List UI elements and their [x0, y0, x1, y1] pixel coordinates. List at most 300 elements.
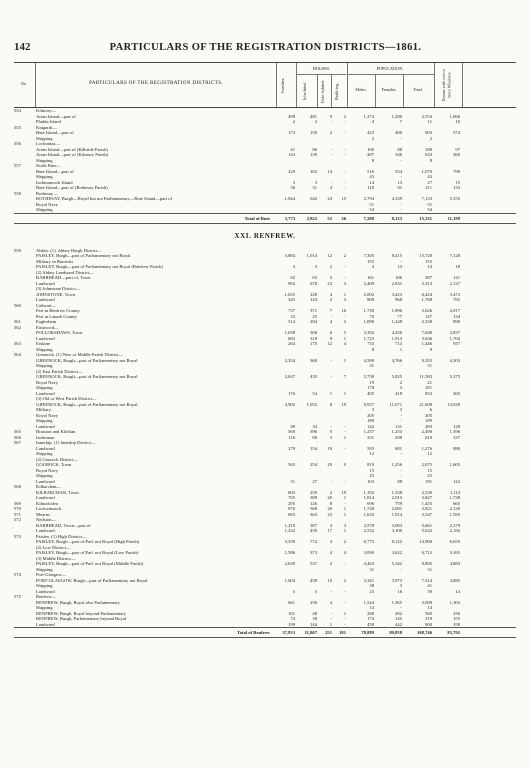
row-males: 423 — [367, 130, 374, 135]
col-building: Build-ing. — [334, 82, 339, 100]
row-building: - — [344, 429, 346, 434]
row-building: 3 — [343, 319, 346, 324]
row-number: 558 — [14, 190, 21, 196]
row-building: - — [344, 264, 346, 269]
row-particulars: Mearns — [36, 511, 50, 517]
row-inhabited: 481 — [310, 113, 317, 119]
total-uninhabited: 251 — [325, 630, 332, 635]
row-rooms: 3,472 — [449, 291, 460, 297]
row-uninhabited: 1 — [329, 621, 332, 627]
row-total: 1,070 — [421, 168, 432, 174]
row-total: 21 — [427, 379, 432, 385]
row-uninhabited: 3 — [329, 275, 332, 280]
row-uninhabited: 2 — [329, 130, 332, 135]
row-inhabited: 126 — [310, 500, 317, 506]
row-uninhabited: 9 — [329, 113, 332, 119]
row-uninhabited: 10 — [327, 577, 332, 583]
row-particulars: Military — [36, 407, 52, 412]
row-males: 4 — [371, 119, 374, 124]
row-inhabited: 2 — [314, 119, 317, 124]
row-building: 7 — [343, 374, 346, 379]
row-families: 705 — [288, 495, 295, 500]
row-total: 51 — [427, 201, 432, 207]
row-total: 155 — [425, 258, 432, 264]
row-number: 564 — [14, 352, 21, 357]
row-uninhabited: 2 — [329, 561, 332, 566]
row-females: 88 — [397, 478, 402, 484]
row-particulars: GREENOCK, Burgh—part of Parliamentary not Royal — [36, 374, 138, 379]
row-males: 31 — [369, 363, 374, 368]
row-females: 1,914 — [391, 511, 402, 517]
row-males: 4 — [371, 264, 374, 269]
row-females: 8,415 — [391, 253, 402, 258]
row-particulars: Neilston— — [36, 517, 57, 522]
row-total: 833 — [425, 390, 432, 396]
col-population: POPULATION. — [376, 66, 404, 71]
row-males: 819 — [367, 462, 374, 467]
row-total: 147 — [425, 313, 432, 319]
row-males: 25 — [369, 473, 374, 478]
row-females: 1,248 — [391, 319, 402, 324]
row-rooms: 574 — [453, 130, 460, 135]
row-inhabited: 458 — [310, 577, 317, 583]
row-rooms: 1,114 — [449, 489, 460, 495]
row-females: 1,338 — [391, 489, 402, 495]
row-males: 2,409 — [363, 280, 374, 286]
row-males: 161 — [367, 275, 374, 280]
row-building: 3 — [343, 522, 346, 528]
row-particulars: Shipping — [36, 451, 53, 456]
row-building: 15 — [341, 196, 346, 201]
row-particulars: RENFREW, Burgh, Royal beyond Parliamentary — [36, 610, 127, 616]
row-particulars: PORT-GLASGOW, Burgh—part of Parliamentary not Royal — [36, 577, 148, 583]
row-particulars: Royal Navy — [36, 412, 59, 418]
row-inhabited: 3 — [314, 264, 317, 269]
col-particulars: PARTICULARS OF THE REGISTRATION DISTRICTS. — [89, 80, 223, 86]
row-building: 4 — [343, 550, 346, 555]
row-females: 2,013 — [391, 495, 402, 500]
row-families: 3,339 — [284, 539, 295, 544]
table-header — [14, 62, 516, 108]
row-females: 1,256 — [391, 462, 402, 467]
row-building: - — [344, 313, 346, 319]
row-inhabited: 144 — [310, 621, 317, 627]
row-females: 186 — [395, 275, 402, 280]
row-males: 103 — [367, 478, 374, 484]
row-rooms: 2,837 — [449, 330, 460, 335]
row-families: 5 — [292, 588, 295, 594]
row-inhabited: 396 — [310, 429, 317, 434]
row-females: 442 — [395, 621, 402, 627]
row-females: 3,622 — [391, 550, 402, 555]
row-particulars: Arran Island—part of (Kilmory Parish) — [36, 152, 109, 157]
row-rooms: 128 — [453, 423, 460, 429]
row-total: 6 — [429, 407, 432, 412]
row-rooms: 360 — [453, 152, 460, 157]
row-number: 574 — [14, 572, 21, 577]
row-total: 3,821 — [421, 506, 432, 511]
row-males: 12 — [369, 451, 374, 456]
row-particulars: ROTHESAY, Burgh—Royal but not Parliamentary—Bute Island—part of — [36, 196, 173, 201]
row-rooms: 4,303 — [449, 357, 460, 363]
row-families: 199 — [288, 621, 295, 627]
row-total: 54 — [427, 207, 432, 212]
row-particulars: Pladda Island — [36, 119, 61, 124]
row-building: 5 — [343, 330, 346, 335]
row-uninhabited: 7 — [329, 308, 332, 313]
row-females: 713 — [395, 341, 402, 346]
row-particulars: Landward — [36, 495, 55, 500]
row-females: - — [400, 412, 402, 418]
row-rooms: 1,066 — [449, 113, 460, 119]
row-particulars: Military in Barracks — [36, 258, 74, 264]
bute-total-row — [14, 213, 516, 224]
row-males: 2,002 — [363, 291, 374, 297]
row-uninhabited: - — [330, 119, 332, 124]
page-header — [0, 41, 531, 55]
row-uninhabited: 4 — [329, 185, 332, 190]
row-particulars: Eastwood— — [36, 324, 59, 330]
total-label: Total of Renfrew — [237, 630, 270, 635]
row-number: 556 — [14, 141, 21, 146]
row-particulars: Kingarth— — [36, 124, 57, 130]
row-particulars: PAISLEY, Burgh—part of Parliamentary not Royal — [36, 253, 131, 258]
row-rooms: 1,396 — [449, 429, 460, 434]
row-females: 3 — [399, 385, 402, 390]
col-no: No. — [20, 81, 28, 86]
row-total: 900 — [425, 621, 432, 627]
row-particulars: Shipping — [36, 605, 53, 610]
row-particulars: GREENOCK, Burgh—part of Parliamentary not Royal — [36, 401, 138, 407]
row-males: 287 — [367, 152, 374, 157]
row-rooms: 5,375 — [449, 374, 460, 379]
row-total: 619 — [425, 434, 432, 440]
row-females: - — [400, 605, 402, 610]
row-total: 191 — [425, 478, 432, 484]
row-building: - — [344, 130, 346, 135]
row-families: 82 — [290, 275, 295, 280]
row-particulars: Part in Renfrew County — [36, 308, 80, 313]
row-particulars: Lochwinnoch — [36, 506, 62, 511]
row-inhabited: 678 — [310, 280, 317, 286]
row-total: 9,805 — [421, 561, 432, 566]
row-females: - — [400, 157, 402, 163]
row-rooms: 6,655 — [449, 539, 460, 544]
row-number: 560 — [14, 302, 21, 308]
total-building: 101 — [339, 630, 346, 635]
row-number: 559 — [14, 247, 21, 253]
row-total: 14 — [427, 264, 432, 269]
row-rooms: 765 — [453, 297, 460, 302]
row-total: 1,768 — [421, 297, 432, 302]
row-males: 9,937 — [363, 401, 374, 407]
row-females: 88 — [397, 146, 402, 152]
row-particulars: Landward — [36, 478, 55, 484]
renfrew-total-row — [14, 627, 516, 638]
row-uninhabited: 2 — [329, 264, 332, 269]
row-males: 733 — [367, 341, 374, 346]
row-families: 1,219 — [284, 522, 295, 528]
row-inhabited: 642 — [310, 196, 317, 201]
row-males: 800 — [367, 297, 374, 302]
row-particulars: GREENOCK, Burgh—part of Parliamentary not Royal — [36, 357, 138, 363]
row-inhabited: 25 — [312, 313, 317, 319]
row-building: 19 — [341, 401, 346, 407]
total-rooms: 11,199 — [447, 215, 460, 221]
row-uninhabited: 1 — [329, 390, 332, 396]
row-building: 1 — [343, 610, 346, 616]
row-building: 19 — [341, 489, 346, 495]
row-inhabited: 360 — [310, 357, 317, 363]
row-building: - — [344, 478, 346, 484]
row-uninhabited: - — [330, 610, 332, 616]
row-inhabited: 5 — [314, 588, 317, 594]
total-label: Total of Bute — [244, 215, 270, 221]
row-building: - — [344, 500, 346, 506]
total-inhabited: 11,867 — [304, 630, 317, 635]
row-uninhabited: 4 — [329, 550, 332, 555]
row-particulars: RENFREW, Burgh, Royal also Parliamentary — [36, 599, 120, 605]
row-uninhabited: - — [330, 357, 332, 363]
row-particulars: North Bute— — [36, 163, 62, 168]
row-building: 1 — [343, 357, 346, 363]
row-building: 1 — [343, 528, 346, 533]
row-families: 49 — [290, 423, 295, 429]
renfrew-section — [14, 248, 516, 628]
row-families: 684 — [288, 335, 295, 341]
row-males: 100 — [367, 146, 374, 152]
row-uninhabited: 4 — [329, 319, 332, 324]
row-uninhabited: 24 — [327, 196, 332, 201]
row-females: 1,896 — [391, 308, 402, 313]
row-females: 3,423 — [391, 291, 402, 297]
row-males: 23 — [369, 588, 374, 594]
row-total: 2,338 — [421, 319, 432, 324]
row-total: 11 — [427, 119, 432, 124]
row-particulars: (2) Low District— — [36, 544, 71, 550]
row-building: 2 — [343, 113, 346, 119]
row-number: 569 — [14, 500, 21, 506]
row-total: 1,276 — [421, 445, 432, 451]
row-total: 6,424 — [421, 291, 432, 297]
row-females: 346 — [395, 152, 402, 157]
row-inhabited: 139 — [310, 152, 317, 157]
row-total: 21,608 — [419, 401, 432, 407]
row-inhabited: 144 — [310, 297, 317, 302]
row-inhabited: 435 — [310, 374, 317, 379]
row-inhabited: 537 — [310, 561, 317, 566]
row-uninhabited: 5 — [329, 429, 332, 434]
row-females: 3,100 — [391, 528, 402, 533]
row-inhabited: 450 — [310, 528, 317, 533]
row-building: - — [344, 152, 346, 157]
row-males: 205 — [367, 412, 374, 418]
row-families: 565 — [288, 462, 295, 467]
row-rooms: 1,738 — [449, 495, 460, 500]
row-families: 661 — [288, 599, 295, 605]
row-males: 31 — [369, 566, 374, 572]
row-females: 968 — [395, 297, 402, 302]
row-families: 33 — [290, 313, 295, 319]
row-particulars: (3) Johnstone District— — [36, 286, 81, 291]
row-uninhabited: 23 — [327, 280, 332, 286]
row-females: 3,083 — [391, 522, 402, 528]
row-males: 1,740 — [363, 506, 374, 511]
row-uninhabited: 20 — [327, 495, 332, 500]
row-inhabited: 318 — [310, 335, 317, 341]
row-particulars: BARRHEAD—part of, Town — [36, 275, 91, 280]
row-building: - — [344, 561, 346, 566]
row-building: 1 — [343, 434, 346, 440]
row-particulars: Innerkip. (1) Innerkip District— — [36, 440, 96, 445]
row-females: 4,766 — [391, 357, 402, 363]
row-inhabited: 387 — [310, 522, 317, 528]
row-total: 189 — [425, 418, 432, 423]
row-particulars: Arran Island—part of — [36, 113, 76, 119]
row-families: 569 — [288, 429, 295, 434]
row-uninhabited: 12 — [327, 341, 332, 346]
row-families: 264 — [288, 341, 295, 346]
row-males: 2,532 — [363, 528, 374, 533]
row-uninhabited: 12 — [327, 253, 332, 258]
row-females: 16 — [397, 588, 402, 594]
row-inhabited: 86 — [312, 146, 317, 152]
row-rooms: 13,049 — [447, 401, 460, 407]
row-inhabited: 284 — [310, 319, 317, 324]
row-families: 74 — [290, 616, 295, 621]
row-total: 31 — [427, 566, 432, 572]
row-building: 2 — [343, 539, 346, 544]
row-particulars: KILBARCHAN, Town — [36, 489, 79, 495]
row-particulars: Kilmalcolm — [36, 500, 58, 506]
row-total: 7,648 — [421, 330, 432, 335]
row-total: 15 — [427, 467, 432, 473]
row-uninhabited: 2 — [329, 297, 332, 302]
row-total: 14 — [427, 605, 432, 610]
row-uninhabited: 23 — [327, 511, 332, 517]
row-total: 1,455 — [421, 500, 432, 506]
row-males: 14 — [369, 605, 374, 610]
row-males: 1,730 — [363, 308, 374, 313]
row-rooms: 358 — [453, 621, 460, 627]
row-families: 683 — [288, 511, 295, 517]
row-inhabited: 154 — [310, 445, 317, 451]
row-particulars: Bute Island—part of (Rothesay Parish) — [36, 185, 108, 190]
row-families: 2,637 — [284, 374, 295, 379]
row-females: 7 — [399, 119, 402, 124]
row-total: 2 — [429, 135, 432, 141]
row-rooms: 10 — [455, 119, 460, 124]
row-total: 1,446 — [421, 341, 432, 346]
row-males: 2,578 — [363, 522, 374, 528]
row-families: 963 — [288, 280, 295, 286]
row-total: 39 — [427, 588, 432, 594]
row-females: 554 — [395, 168, 402, 174]
row-building: 16 — [341, 308, 346, 313]
row-inhabited: 30 — [312, 616, 317, 621]
row-rooms: 665 — [453, 500, 460, 506]
row-particulars: (3) Old or West Parish District— — [36, 396, 97, 401]
row-females: - — [400, 258, 402, 264]
row-building: 2 — [343, 577, 346, 583]
row-uninhabited: 8 — [329, 500, 332, 506]
row-females: 759 — [395, 500, 402, 506]
row-particulars: Shipping — [36, 566, 53, 572]
row-building: - — [344, 599, 346, 605]
col-males: Males. — [355, 87, 367, 92]
row-males: 2,794 — [363, 196, 374, 201]
row-inhabited: 34 — [312, 423, 317, 429]
row-rooms: 890 — [453, 319, 460, 324]
row-total: 5,313 — [421, 280, 432, 286]
row-families: 1,658 — [284, 330, 295, 335]
row-females: 1,253 — [391, 429, 402, 434]
row-particulars: Shipping — [36, 418, 53, 423]
row-number: 566 — [14, 434, 21, 440]
row-building: 1 — [343, 390, 346, 396]
row-females: - — [400, 174, 402, 179]
row-building: - — [344, 445, 346, 451]
row-building: - — [344, 179, 346, 185]
section-title: XXI. RENFREW. — [234, 231, 296, 240]
row-inhabited: 1,053 — [306, 401, 317, 407]
row-particulars: Landward — [36, 335, 55, 341]
row-total: 387 — [425, 275, 432, 280]
row-inhabited: 1,014 — [306, 253, 317, 258]
row-building: - — [344, 119, 346, 124]
row-inhabited: 254 — [310, 462, 317, 467]
row-uninhabited: 4 — [329, 539, 332, 544]
row-females: - — [400, 201, 402, 207]
row-rooms: 122 — [453, 478, 460, 484]
row-females: 681 — [395, 445, 402, 451]
row-females: 4,339 — [391, 196, 402, 201]
row-particulars: Arran Island—part of (Kilbride Parish) — [36, 146, 108, 152]
row-particulars: Port-Glasgow— — [36, 572, 67, 577]
row-females: 4,256 — [391, 330, 402, 335]
row-particulars: Shipping — [36, 346, 53, 352]
row-inhabited: 568 — [310, 506, 317, 511]
row-males: 1,633 — [363, 511, 374, 517]
row-building: 9 — [343, 462, 346, 467]
row-families: 176 — [288, 390, 295, 396]
row-number: 554 — [14, 108, 21, 113]
row-uninhabited: - — [330, 374, 332, 379]
row-rooms: 14 — [455, 588, 460, 594]
row-inhabited: 102 — [310, 168, 317, 174]
row-families: 2 — [292, 119, 295, 124]
row-inhabited: 228 — [310, 291, 317, 297]
row-males: 189 — [367, 418, 374, 423]
row-number: 568 — [14, 484, 21, 489]
row-females: 2,831 — [391, 280, 402, 286]
row-rooms: 1,303 — [449, 599, 460, 605]
row-building: 4 — [343, 341, 346, 346]
row-uninhabited: 4 — [329, 599, 332, 605]
row-total: 903 — [425, 130, 432, 135]
row-rooms: 5,555 — [449, 196, 460, 201]
row-males: 5,758 — [363, 374, 374, 379]
row-total: 633 — [425, 152, 432, 157]
row-number: 565 — [14, 429, 21, 434]
row-females: 480 — [395, 130, 402, 135]
row-uninhabited: - — [330, 478, 332, 484]
row-rooms: 4,883 — [449, 561, 460, 566]
row-total: 3,547 — [421, 511, 432, 517]
row-uninhabited: - — [330, 152, 332, 157]
row-rooms: 18 — [455, 264, 460, 269]
col-uninhabited: Unin-habited. — [320, 79, 325, 103]
